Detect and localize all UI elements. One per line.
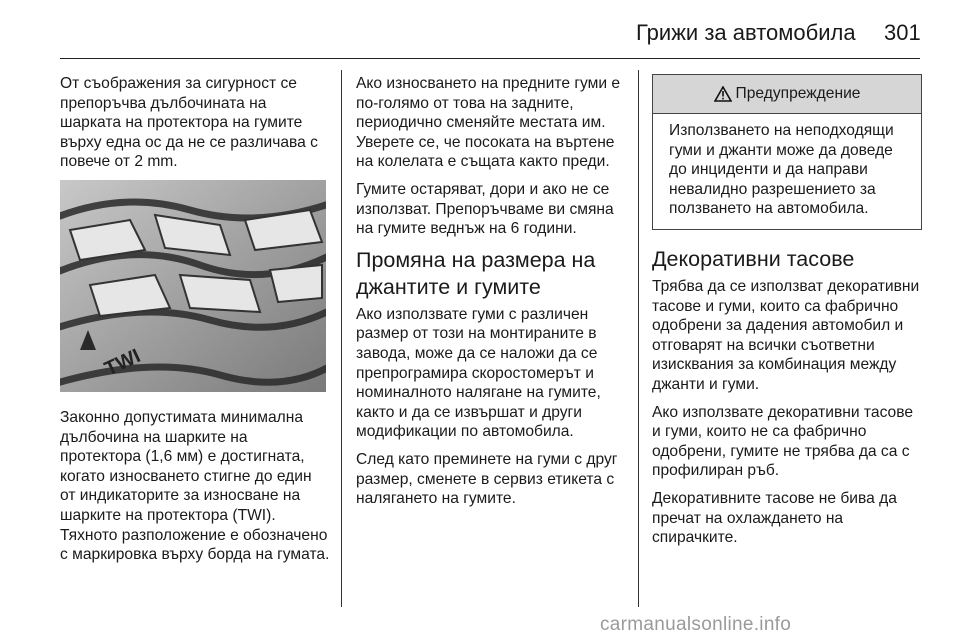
column-1 xyxy=(60,74,330,573)
warning-title: Предупреждение xyxy=(735,85,861,103)
warning-box xyxy=(652,74,922,230)
page-header-title: Грижи за автомобила xyxy=(636,20,856,45)
warning-triangle-icon xyxy=(714,86,732,102)
paragraph: Ако използвате гуми с различен размер от този на монтираните в завода, може да се наложи да се препрограмира скоростомерът и номиналното налягане на гумите, както и да се извършат и други модификации по автомобила. xyxy=(356,305,601,441)
tire-tread-wear-indicator-image xyxy=(60,180,326,392)
header-rule xyxy=(60,58,920,59)
section-heading: Декоративни тасове xyxy=(652,246,855,271)
paragraph: Трябва да се използват декоративни тасове и гуми, които са фабрично одобрени за дадения автомобил и отговарят на всички съответни изисквания за комбинация между джанти и гуми. xyxy=(652,277,920,393)
twi-marking: TWI xyxy=(101,344,144,381)
column-2 xyxy=(356,74,628,517)
column-3 xyxy=(652,74,922,556)
paragraph: След като преминете на гуми с друг размер, сменете в сервиз етикета с налягането на гумите. xyxy=(356,450,618,508)
paragraph: Законно допустимата минимална дълбочина на шарките на протектора (1,6 мм) е достигната, когато износването стигне до един от индикаторите за износване на шарките на протектора (TWI). Тяхното разположение е обозначено с маркировка върху борда на гумата. xyxy=(60,408,330,564)
section-heading: Промяна на размера на джантите и гумите xyxy=(356,247,596,299)
warning-body: Използването на неподходящи гуми и джанти може да доведе до инциденти и да направи невалидно разрешението за ползването на автомобила. xyxy=(669,122,894,218)
column-divider xyxy=(638,70,639,607)
paragraph: Декоративните тасове не бива да пречат на охлаждането на спирачките. xyxy=(652,489,897,547)
column-divider xyxy=(341,70,342,607)
watermark: carmanualsonline.info xyxy=(600,614,792,635)
paragraph: Ако използвате декоративни тасове и гуми, които не са фабрично одобрени, гумите не трябва да са с профилиран ръб. xyxy=(652,403,913,480)
paragraph: От съображения за сигурност се препоръчва дълбочината на шарката на протектора на гумите върху една ос да не се различава с повече от 2 mm. xyxy=(60,75,318,171)
paragraph: Ако износването на предните гуми е по-голямо от това на задните, периодично сменяйте местата им. Уверете се, че посоката на въртене на колелата е същата както преди. xyxy=(356,75,621,171)
warning-header xyxy=(653,75,921,114)
page-number: 301 xyxy=(884,20,921,45)
paragraph: Гумите остаряват, дори и ако не се използват. Препоръчваме ви смяна на гумите веднъж на 6 години. xyxy=(356,180,614,238)
